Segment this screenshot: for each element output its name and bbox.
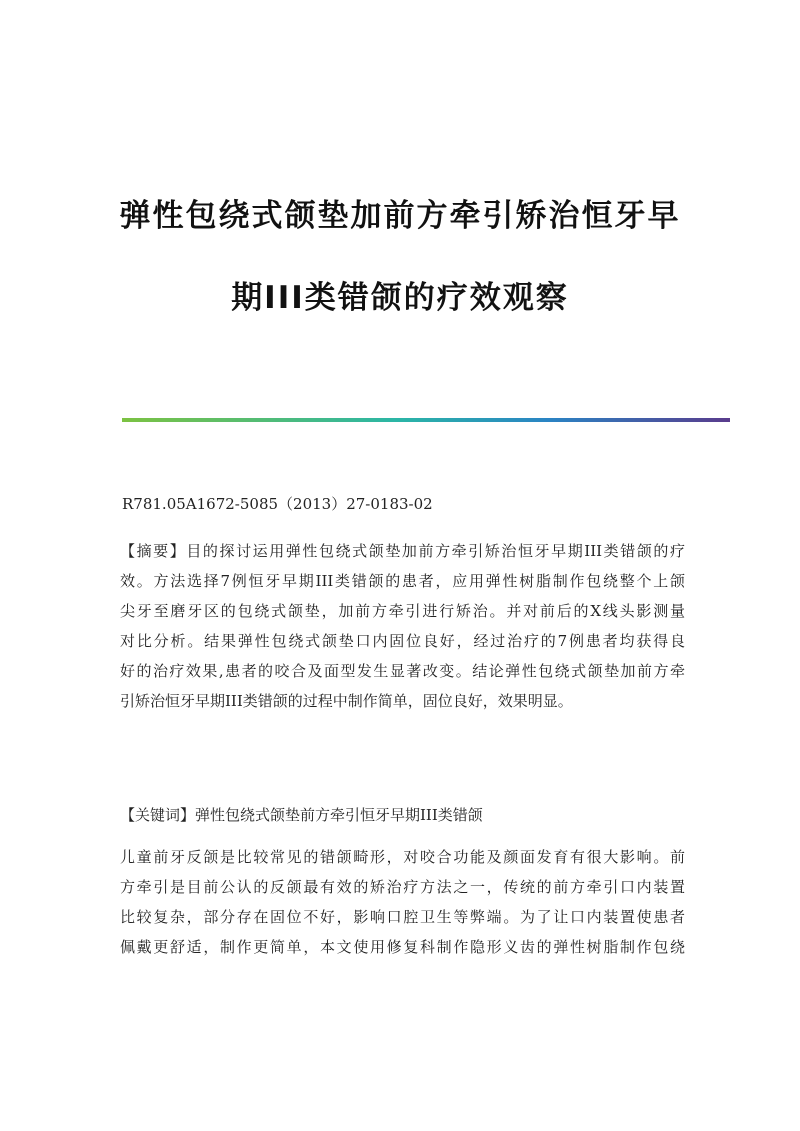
abstract-line: 对比分析。结果弹性包绕式颌垫口内固位良好，经过治疗的7例患者均获得良 (120, 632, 685, 650)
title-divider (122, 418, 730, 422)
paper-title-line-1: 弹性包绕式颌垫加前方牵引矫治恒牙早 (119, 198, 681, 234)
abstract-line: 尖牙至磨牙区的包绕式颌垫，加前方牵引进行矫治。并对前后的X线头影测量 (120, 602, 685, 620)
abstract-line: 引矫治恒牙早期III类错颌的过程中制作简单，固位良好，效果明显。 (120, 692, 573, 710)
classification-code: R781.05A1672-5085（2013）27-0183-02 (122, 495, 433, 513)
abstract-paragraph (120, 536, 685, 716)
body-line: 比较复杂，部分存在固位不好，影响口腔卫生等弊端。为了让口内装置使患者 (120, 908, 685, 926)
body-line: 儿童前牙反颌是比较常见的错颌畸形，对咬合功能及颜面发育有很大影响。前 (120, 848, 685, 866)
abstract-line: 好的治疗效果,患者的咬合及面型发生显著改变。结论弹性包绕式颌垫加前方牵 (120, 662, 685, 680)
abstract-line: 【摘要】目的探讨运用弹性包绕式颌垫加前方牵引矫治恒牙早期III类错颌的疗 (120, 542, 685, 560)
abstract-line: 效。方法选择7例恒牙早期III类错颌的患者，应用弹性树脂制作包绕整个上颌 (120, 572, 685, 590)
keywords-line: 【关键词】弹性包绕式颌垫前方牵引恒牙早期III类错颌 (120, 806, 483, 824)
body-line: 方牵引是目前公认的反颌最有效的矫治疗方法之一，传统的前方牵引口内装置 (120, 878, 685, 896)
body-line: 佩戴更舒适，制作更简单，本文使用修复科制作隐形义齿的弹性树脂制作包绕 (120, 938, 685, 956)
paper-title-line-2: 期III类错颌的疗效观察 (231, 280, 569, 316)
body-paragraph (120, 842, 685, 962)
keywords-paragraph (120, 800, 685, 830)
